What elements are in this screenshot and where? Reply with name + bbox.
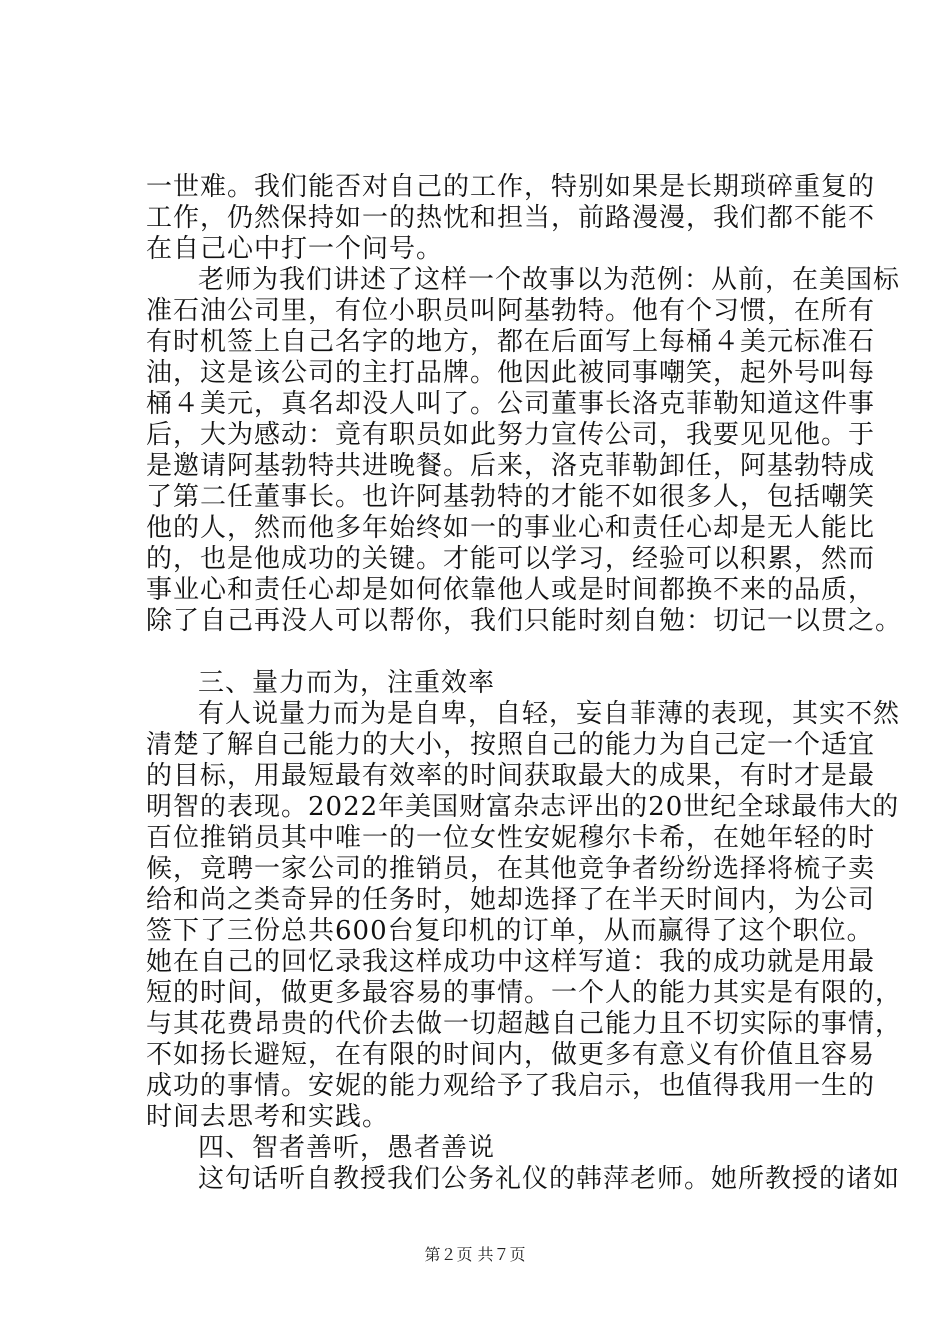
paragraph-efficiency [146,699,903,1133]
paragraph-story [146,265,903,637]
text-line: 工作，仍然保持如一的热忱和担当，前路漫漫，我们都不能不 [146,203,876,233]
text-line: 候，竞聘一家公司的推销员，在其他竞争者纷纷选择将梳子卖 [146,854,876,884]
text-line: 桶４美元，真名却没人叫了。公司董事长洛克菲勒知道这件事 [146,389,876,419]
text-line: 明智的表现。2022年美国财富杂志评出的20世纪全球最伟大的 [146,792,900,822]
paragraph-gap [146,637,846,668]
text-line: 除了自己再没人可以帮你，我们只能时刻自勉：切记一以贯之。 [146,606,903,636]
text-line: 短的时间，做更多最容易的事情。一个人的能力其实是有限的， [146,978,903,1008]
page-number-footer: 第２页 共７页 [424,1245,526,1264]
text-line: 老师为我们讲述了这样一个故事以为范例：从前，在美国标 [198,265,901,295]
text-line: 这句话听自教授我们公务礼仪的韩萍老师。她所教授的诸如 [198,1164,901,1194]
text-line: 一世难。我们能否对自己的工作，特别如果是长期琐碎重复的 [146,172,876,202]
document-body [146,172,903,1195]
text-line: 时间去思考和实践。 [146,1102,390,1132]
text-line: 给和尚之类奇异的任务时，她却选择了在半天时间内，为公司 [146,885,876,915]
text-line: 成功的事情。安妮的能力观给予了我启示，也值得我用一生的 [146,1071,876,1101]
text-line: 油，这是该公司的主打品牌。他因此被同事嘲笑，起外号叫每 [146,358,876,388]
text-line: 百位推销员其中唯一的一位女性安妮穆尔卡希，在她年轻的时 [146,823,876,853]
text-line: 清楚了解自己能力的大小，按照自己的能力为自己定一个适宜 [146,730,876,760]
text-line: 准石油公司里，有位小职员叫阿基勃特。他有个习惯，在所有 [146,296,876,326]
section-heading-3: 三、量力而为，注重效率 [198,668,496,698]
text-line: 后，大为感动：竟有职员如此努力宣传公司，我要见见他。于 [146,420,876,450]
text-line: 不如扬长避短，在有限的时间内，做更多有意义有价值且容易 [146,1040,876,1070]
text-line: 签下了三份总共600台复印机的订单，从而赢得了这个职位。 [146,916,874,946]
text-line: 他的人，然而他多年始终如一的事业心和责任心却是无人能比 [146,513,876,543]
text-line: 有人说量力而为是自卑，自轻，妄自菲薄的表现，其实不然 [198,699,901,729]
paragraph-continuation [146,172,876,265]
text-line: 了第二任董事长。也许阿基勃特的才能不如很多人，包括嘲笑 [146,482,876,512]
paragraph-listening [146,1164,901,1195]
text-line: 是邀请阿基勃特共进晚餐。后来，洛克菲勒卸任，阿基勃特成 [146,451,876,481]
text-line: 的目标，用最短最有效率的时间获取最大的成果，有时才是最 [146,761,876,791]
text-line: 有时机签上自己名字的地方，都在后面写上每桶４美元标准石 [146,327,876,357]
text-line: 的，也是他成功的关键。才能可以学习，经验可以积累，然而 [146,544,876,574]
section-heading-4: 四、智者善听，愚者善说 [198,1133,496,1163]
text-line: 与其花费昂贵的代价去做一切超越自己能力且不切实际的事情， [146,1009,903,1039]
text-line: 事业心和责任心却是如何依靠他人或是时间都换不来的品质， [146,575,876,605]
text-line: 她在自己的回忆录我这样成功中这样写道：我的成功就是用最 [146,947,876,977]
text-line: 在自己心中打一个问号。 [146,234,444,264]
